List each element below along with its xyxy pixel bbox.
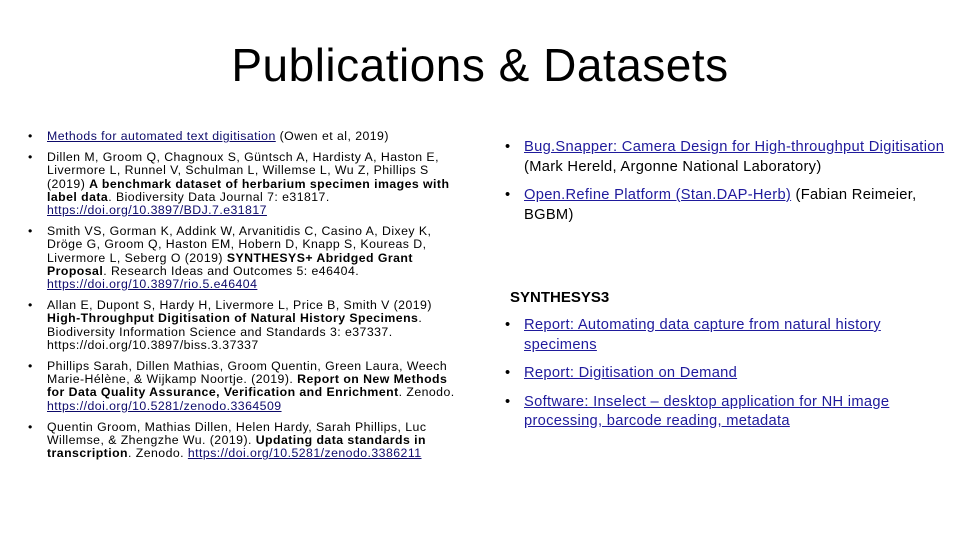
bullet: •	[28, 129, 33, 143]
bullet: •	[505, 365, 511, 381]
resources-column	[505, 138, 945, 441]
citation-authors: Quentin Groom, Mathias Dillen, Helen Hardy, Sarah Phillips, Luc Willemse, & Zhengzhe Wu. (2019).	[47, 419, 427, 448]
methods-text-digitisation-link[interactable]: Methods for automated text digitisation	[47, 129, 276, 143]
list-item	[28, 225, 468, 291]
doi-link[interactable]: https://doi.org/10.5281/zenodo.3364509	[47, 398, 282, 413]
citation-title: High-Throughput Digitisation of Natural History Specimens	[47, 311, 419, 326]
bullet: •	[28, 298, 33, 313]
bullet: •	[505, 139, 511, 155]
list-item	[505, 393, 945, 432]
list-item	[505, 186, 945, 225]
bugsnapper-link[interactable]: Bug.Snapper: Camera Design for High-throughput Digitisation	[524, 139, 945, 155]
list-item	[28, 360, 468, 413]
page-title: Publications & Datasets	[231, 39, 729, 91]
citation-authors: Phillips Sarah, Dillen Mathias, Groom Quentin, Green Laura, Weech Marie-Hélène, & Wijkamp Noortje. (2019).	[47, 359, 448, 387]
bullet: •	[28, 224, 33, 239]
report-automating-capture-link[interactable]: Report: Automating data capture from natural history specimens	[524, 317, 881, 353]
list-item	[505, 316, 945, 355]
citation-text: . Biodiversity Data Journal 7: e31817.	[108, 189, 330, 204]
citation-title: Updating data standards in transcription	[47, 433, 426, 461]
citation-title: A benchmark dataset of herbarium specimen images with label data	[47, 176, 450, 204]
bullet: •	[505, 187, 511, 203]
bullet: •	[505, 393, 511, 410]
citation-text: . Zenodo.	[398, 385, 455, 400]
citation-authors: Allan E, Dupont S, Hardy H, Livermore L, Price B, Smith V (2019)	[47, 298, 432, 313]
resource-credit: (Fabian Reimeier, BGBM)	[524, 187, 917, 223]
citation-title: SYNTHESYS+ Abridged Grant Proposal	[47, 250, 413, 278]
list-item	[28, 421, 468, 461]
citation-text: (Owen et al, 2019)	[275, 129, 389, 143]
publications-list	[28, 130, 468, 460]
citation-authors: Smith VS, Gorman K, Addink W, Arvanitidis C, Casino A, Dixey K, Dröge G, Groom Q, Haston EM, Hobern D, Knapp S, Koureas D, Livermore L, Seberg O (2019)	[47, 224, 432, 265]
citation-title: Report on New Methods for Data Quality Assurance, Verification and Enrichment	[47, 372, 448, 400]
list-item	[28, 151, 468, 217]
list-item	[505, 364, 945, 384]
doi-link[interactable]: https://doi.org/10.3897/rio.5.e46404	[47, 277, 258, 292]
list-item	[28, 130, 468, 143]
citation-text: . Research Ideas and Outcomes 5: e46404.	[103, 263, 360, 278]
openrefine-link[interactable]: Open.Refine Platform (Stan.DAP-Herb)	[524, 187, 792, 203]
resources-list	[505, 138, 945, 225]
synthesys3-heading: SYNTHESYS3	[510, 289, 610, 306]
synthesys3-list	[505, 316, 945, 432]
doi-link[interactable]: https://doi.org/10.3897/BDJ.7.e31817	[47, 203, 267, 218]
resource-credit: (Mark Hereld, Argonne National Laboratory)	[524, 158, 822, 175]
bullet: •	[28, 359, 33, 374]
citation-authors: Dillen M, Groom Q, Chagnoux S, Güntsch A, Hardisty A, Haston E, Livermore L, Runnel V, Schulman L, Willemse L, Wu Z, Phillips S (2019)	[47, 150, 439, 191]
software-inselect-link[interactable]: Software: Inselect – desktop application for NH image processing, barcode reading, metadata	[524, 393, 890, 429]
citation-text: . Zenodo.	[128, 446, 188, 461]
list-item	[505, 138, 945, 177]
report-digitisation-on-demand-link[interactable]: Report: Digitisation on Demand	[524, 365, 738, 381]
publications-column	[28, 130, 468, 468]
bullet: •	[28, 150, 33, 165]
citation-text: . Biodiversity Information Science and Standards 3: e37337. https://doi.org/10.3897/biss.3.37337	[47, 311, 423, 352]
bullet: •	[28, 419, 33, 434]
bullet: •	[505, 317, 511, 333]
doi-link[interactable]: https://doi.org/10.5281/zenodo.3386211	[187, 446, 422, 461]
list-item	[28, 299, 468, 352]
